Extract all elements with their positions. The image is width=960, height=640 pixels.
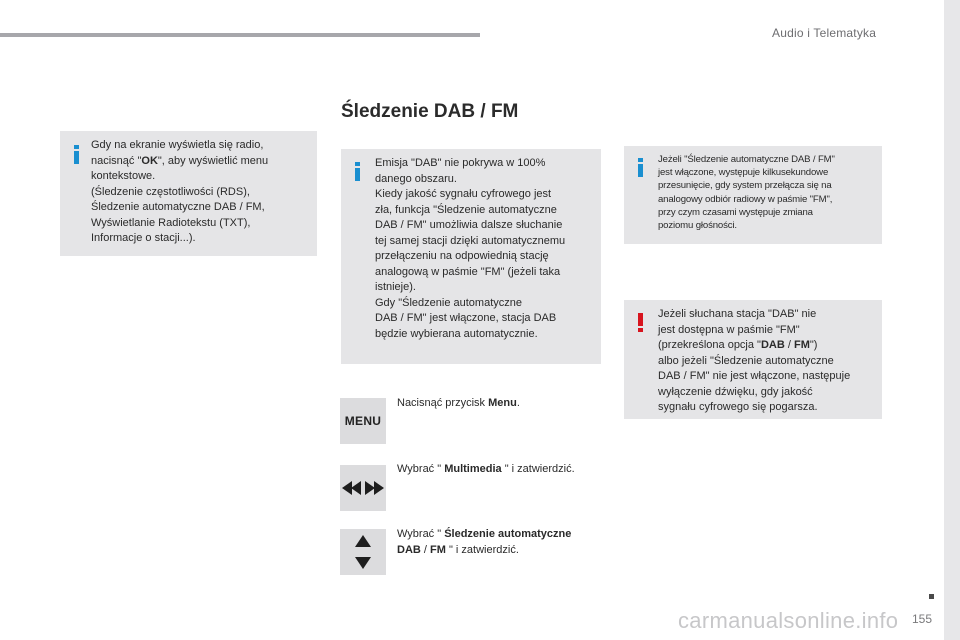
text-line: Informacje o stacji...). [91, 232, 196, 244]
left-right-arrows-svg [342, 478, 384, 498]
info-icon [74, 145, 79, 164]
warning-box-sound-mute [624, 300, 882, 419]
info-box-dab-coverage [341, 149, 601, 364]
left-right-arrows-icon [340, 465, 386, 511]
text-line: nacisnąć "OK", aby wyświetlić menu [91, 154, 269, 167]
page-number: 155 [912, 612, 933, 626]
text-line: DAB / FM" nie jest włączone, następuje [658, 370, 851, 382]
info-box-context-menu [60, 131, 317, 256]
text-line: kontekstowe. [91, 170, 156, 182]
info-box-switch-delay [624, 146, 882, 244]
top-rule [0, 33, 480, 37]
text-line: (Śledzenie częstotliwości (RDS), [91, 185, 250, 198]
text-line: Gdy "Śledzenie automatyczne [375, 296, 522, 309]
text-line: Kiedy jakość sygnału cyfrowego jest [375, 188, 552, 200]
text-line: jest dostępna w paśmie "FM" [658, 323, 800, 336]
warning-text-sound-mute [658, 307, 850, 416]
text-line: Śledzenie automatyczne DAB / FM, [91, 201, 265, 213]
title-tail: FM [490, 101, 519, 122]
text-line: przy czym czasami występuje zmiana [658, 206, 813, 218]
text-line: analogowy odbiór radiowy w paśmie "FM", [658, 193, 833, 205]
up-down-arrows-icon [340, 529, 386, 575]
text-line: Emisja "DAB" nie pokrywa w 100% [375, 157, 546, 169]
menu-button-icon [340, 398, 386, 444]
text-line: zła, funkcja "Śledzenie automatyczne [375, 203, 557, 216]
step-press-menu: Nacisnąć przycisk Menu. [397, 397, 520, 409]
step-select-dab-fm: Wybrać " Śledzenie automatyczne DAB / FM " i zatwierdzić. [397, 528, 572, 556]
text-line: Jeżeli słuchana stacja "DAB" nie [658, 308, 817, 320]
text-line: jest włączone, występuje kilkusekundowe [658, 167, 829, 179]
watermark: carmanualsonline.info [678, 608, 899, 633]
text-line: przesunięcie, gdy system przełącza się na [658, 180, 832, 192]
text-line: DAB / FM" jest włączone, stacja DAB [375, 312, 557, 324]
text-line: albo jeżeli "Śledzenie automatyczne [658, 354, 834, 367]
text-line: wyłączenie dźwięku, gdy jakość [658, 385, 813, 398]
title-sep: / [475, 101, 491, 122]
end-square-mark [929, 594, 934, 599]
up-down-arrows-svg [353, 533, 373, 571]
text-line: istnieje). [375, 281, 416, 293]
text-line: Gdy na ekranie wyświetla się radio, [91, 139, 264, 151]
menu-button-label: MENU [344, 414, 382, 428]
section-header: Audio i Telematyka [772, 26, 877, 40]
text-line: analogową w paśmie "FM" (jeżeli taka [375, 265, 561, 278]
info-text-context-menu [91, 138, 268, 247]
page-title [341, 101, 518, 123]
info-text-switch-delay [658, 153, 835, 232]
text-line: sygnału cyfrowego się pogarsza. [658, 401, 818, 413]
info-icon [355, 162, 360, 181]
page-edge-strip [944, 0, 960, 640]
text-line: przełączeniu na odpowiednią stację [375, 250, 549, 262]
title-main: Śledzenie DAB [341, 101, 476, 122]
info-icon [638, 158, 643, 177]
text-line: tej samej stacji dzięki automatycznemu [375, 234, 566, 247]
step-select-multimedia: Wybrać " Multimedia " i zatwierdzić. [397, 463, 575, 475]
text-line: (przekreślona opcja "DAB / FM") [658, 339, 818, 351]
warning-icon [638, 313, 643, 332]
info-text-dab-coverage [375, 156, 565, 342]
text-line: danego obszaru. [375, 172, 457, 185]
text-line: będzie wybierana automatycznie. [375, 327, 538, 340]
text-line: Jeżeli "Śledzenie automatyczne DAB / FM" [658, 154, 835, 165]
text-line: poziomu głośności. [658, 220, 737, 232]
text-line: DAB / FM" umożliwia dalsze słuchanie [375, 219, 563, 231]
text-line: Wyświetlanie Radiotekstu (TXT), [91, 216, 251, 229]
